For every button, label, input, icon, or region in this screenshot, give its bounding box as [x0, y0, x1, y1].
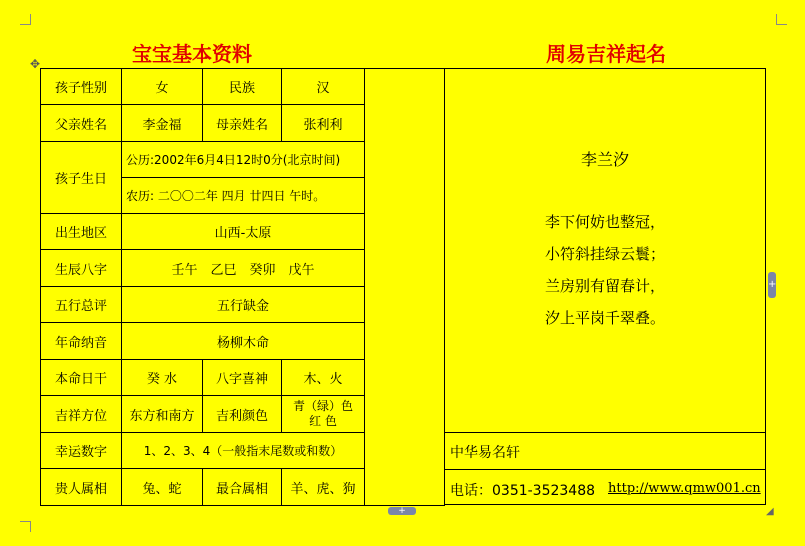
birth-solar: 公历:2002年6月4日12时0分(北京时间)	[122, 142, 365, 178]
xishen-value: 木、火	[282, 360, 365, 396]
match-value: 羊、虎、狗	[282, 469, 365, 506]
mother-label: 母亲姓名	[203, 105, 282, 142]
plus-icon[interactable]: +	[768, 272, 776, 298]
bazi-value: 壬午 乙巳 癸卯 戊午	[122, 250, 365, 287]
divider-2	[444, 469, 766, 470]
info-table	[40, 68, 445, 506]
corner-mark-bottom-left	[20, 521, 31, 532]
title-right: 周易吉祥起名	[546, 42, 666, 66]
gender-value: 女	[122, 69, 203, 105]
poem-line: 汐上平岗千翠叠。	[544, 309, 665, 327]
org-name: 中华易名轩	[450, 445, 520, 461]
nayin-value: 杨柳木命	[122, 323, 365, 360]
poem-line: 小符斜挂绿云鬟；	[544, 245, 665, 263]
website-link[interactable]: http://www.qmw001.cn	[608, 481, 761, 496]
color-value	[282, 396, 365, 433]
color-label: 吉利颜色	[203, 396, 282, 433]
lucky-label: 幸运数字	[41, 433, 122, 469]
blank-column	[365, 69, 445, 506]
ethnic-label: 民族	[203, 69, 282, 105]
wuxing-label: 五行总评	[41, 287, 122, 323]
nayin-label: 年命纳音	[41, 323, 122, 360]
match-label: 最合属相	[203, 469, 282, 506]
suggested-name: 李兰汐	[580, 150, 629, 169]
mother-value: 张利利	[282, 105, 365, 142]
rigan-value: 癸 水	[122, 360, 203, 396]
resize-icon[interactable]: ◢	[766, 506, 774, 517]
phone: 电话：0351-3523488	[450, 483, 596, 499]
zodiac-value: 兔、蛇	[122, 469, 203, 506]
poem-line: 李下何妨也整冠，	[544, 213, 665, 231]
divider-1	[444, 432, 766, 433]
father-value: 李金福	[122, 105, 203, 142]
place-value: 山西-太原	[122, 214, 365, 250]
color-line-1: 青（绿）色	[292, 399, 353, 413]
wuxing-value: 五行缺金	[122, 287, 365, 323]
corner-mark-top-left	[20, 14, 31, 25]
color-line-2: 红 色	[309, 414, 337, 428]
birth-lunar: 农历: 二〇〇二年 四月 廿四日 午时。	[122, 178, 365, 214]
direction-value: 东方和南方	[122, 396, 203, 433]
poem-line: 兰房别有留春计，	[544, 277, 665, 295]
xishen-label: 八字喜神	[203, 360, 282, 396]
gender-label: 孩子性别	[41, 69, 122, 105]
lucky-value: 1、2、3、4（一般指末尾数或和数）	[122, 433, 365, 469]
zodiac-label: 贵人属相	[41, 469, 122, 506]
place-label: 出生地区	[41, 214, 122, 250]
title-left: 宝宝基本资料	[132, 42, 252, 66]
birth-label: 孩子生日	[41, 142, 122, 214]
plus-icon[interactable]: +	[388, 507, 416, 515]
ethnic-value: 汉	[282, 69, 365, 105]
bazi-label: 生辰八字	[41, 250, 122, 287]
direction-label: 吉祥方位	[41, 396, 122, 433]
father-label: 父亲姓名	[41, 105, 122, 142]
name-poem	[444, 206, 766, 334]
corner-mark-top-right	[776, 14, 787, 25]
rigan-label: 本命日干	[41, 360, 122, 396]
move-icon[interactable]: ✥	[30, 57, 41, 71]
